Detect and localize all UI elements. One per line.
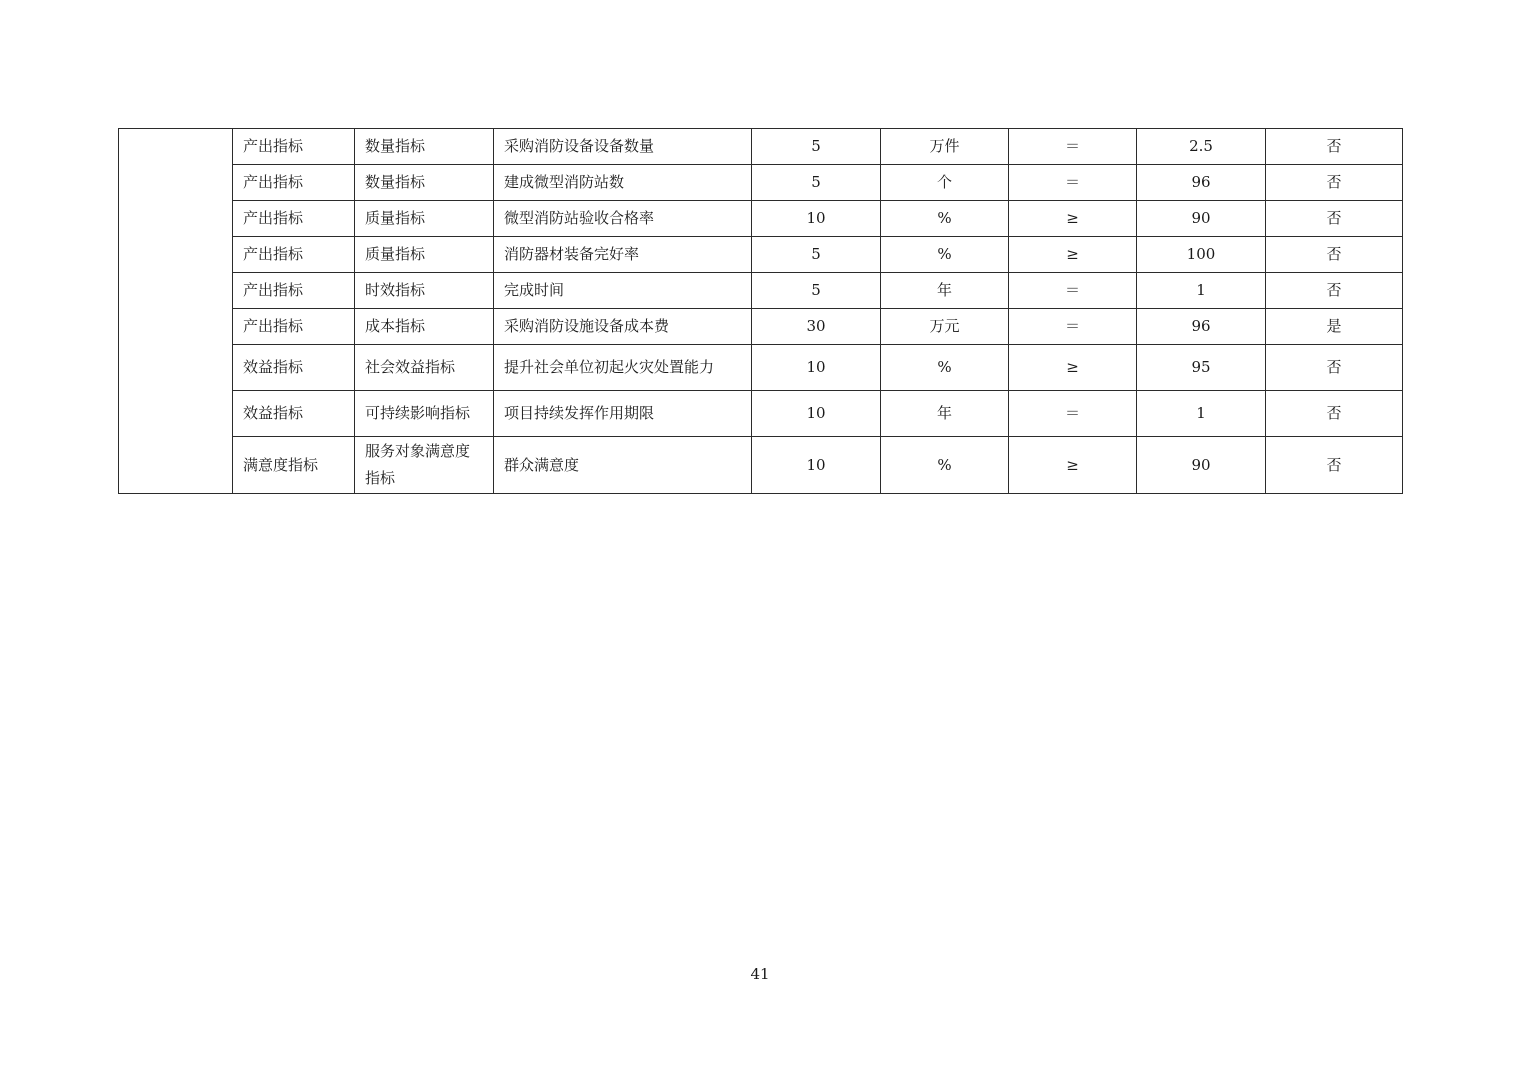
core-indicator-cell: 否 (1266, 391, 1403, 437)
indicator-name-cell: 群众满意度 (494, 437, 752, 494)
weight-cell: 5 (752, 165, 881, 201)
indicator-name-cell: 微型消防站验收合格率 (494, 201, 752, 237)
level1-indicator-cell: 产出指标 (233, 273, 355, 309)
target-value-cell: 90 (1137, 201, 1266, 237)
level1-indicator-cell: 效益指标 (233, 345, 355, 391)
unit-cell: % (881, 237, 1009, 273)
indicator-name-cell: 采购消防设施设备成本费 (494, 309, 752, 345)
weight-cell: 5 (752, 237, 881, 273)
level2-indicator-cell: 质量指标 (355, 201, 494, 237)
indicator-name-cell: 消防器材装备完好率 (494, 237, 752, 273)
operator-cell: ≥ (1009, 237, 1137, 273)
level1-indicator-cell: 产出指标 (233, 165, 355, 201)
merged-project-cell (119, 129, 233, 494)
level2-indicator-cell: 可持续影响指标 (355, 391, 494, 437)
indicator-name-cell: 完成时间 (494, 273, 752, 309)
target-value-cell: 96 (1137, 309, 1266, 345)
level1-indicator-cell: 满意度指标 (233, 437, 355, 494)
level1-indicator-cell: 效益指标 (233, 391, 355, 437)
level1-indicator-cell: 产出指标 (233, 309, 355, 345)
operator-cell: ＝ (1009, 129, 1137, 165)
level1-indicator-cell: 产出指标 (233, 237, 355, 273)
unit-cell: 万元 (881, 309, 1009, 345)
target-value-cell: 90 (1137, 437, 1266, 494)
unit-cell: 万件 (881, 129, 1009, 165)
table-row (119, 201, 1403, 237)
core-indicator-cell: 否 (1266, 129, 1403, 165)
target-value-cell: 1 (1137, 391, 1266, 437)
unit-cell: % (881, 437, 1009, 494)
core-indicator-cell: 否 (1266, 201, 1403, 237)
target-value-cell: 1 (1137, 273, 1266, 309)
level2-indicator-cell: 服务对象满意度指标 (355, 437, 494, 494)
operator-cell: ＝ (1009, 309, 1137, 345)
unit-cell: % (881, 345, 1009, 391)
operator-cell: ＝ (1009, 273, 1137, 309)
table-row (119, 165, 1403, 201)
indicator-name-cell: 项目持续发挥作用期限 (494, 391, 752, 437)
level2-indicator-cell: 社会效益指标 (355, 345, 494, 391)
target-value-cell: 95 (1137, 345, 1266, 391)
core-indicator-cell: 否 (1266, 165, 1403, 201)
core-indicator-cell: 否 (1266, 273, 1403, 309)
indicator-name-cell: 提升社会单位初起火灾处置能力 (494, 345, 752, 391)
operator-cell: ≥ (1009, 437, 1137, 494)
level2-indicator-cell: 质量指标 (355, 237, 494, 273)
level2-indicator-cell: 数量指标 (355, 129, 494, 165)
level1-indicator-cell: 产出指标 (233, 201, 355, 237)
weight-cell: 5 (752, 273, 881, 309)
operator-cell: ≥ (1009, 201, 1137, 237)
indicator-name-cell: 建成微型消防站数 (494, 165, 752, 201)
table-row (119, 309, 1403, 345)
unit-cell: % (881, 201, 1009, 237)
operator-cell: ≥ (1009, 345, 1137, 391)
table-row (119, 391, 1403, 437)
table-row (119, 437, 1403, 494)
indicator-name-cell: 采购消防设备设备数量 (494, 129, 752, 165)
unit-cell: 年 (881, 391, 1009, 437)
table-row (119, 129, 1403, 165)
core-indicator-cell: 否 (1266, 345, 1403, 391)
weight-cell: 10 (752, 345, 881, 391)
level2-indicator-cell: 数量指标 (355, 165, 494, 201)
target-value-cell: 96 (1137, 165, 1266, 201)
weight-cell: 5 (752, 129, 881, 165)
core-indicator-cell: 否 (1266, 437, 1403, 494)
target-value-cell: 2.5 (1137, 129, 1266, 165)
operator-cell: ＝ (1009, 391, 1137, 437)
weight-cell: 10 (752, 437, 881, 494)
table-row (119, 237, 1403, 273)
core-indicator-cell: 是 (1266, 309, 1403, 345)
level1-indicator-cell: 产出指标 (233, 129, 355, 165)
table-row (119, 345, 1403, 391)
level2-indicator-cell: 成本指标 (355, 309, 494, 345)
unit-cell: 个 (881, 165, 1009, 201)
target-value-cell: 100 (1137, 237, 1266, 273)
performance-indicator-table (118, 128, 1403, 494)
unit-cell: 年 (881, 273, 1009, 309)
weight-cell: 10 (752, 201, 881, 237)
level2-indicator-cell: 时效指标 (355, 273, 494, 309)
core-indicator-cell: 否 (1266, 237, 1403, 273)
page-number: 41 (750, 965, 770, 983)
weight-cell: 10 (752, 391, 881, 437)
table-row (119, 273, 1403, 309)
weight-cell: 30 (752, 309, 881, 345)
operator-cell: ＝ (1009, 165, 1137, 201)
